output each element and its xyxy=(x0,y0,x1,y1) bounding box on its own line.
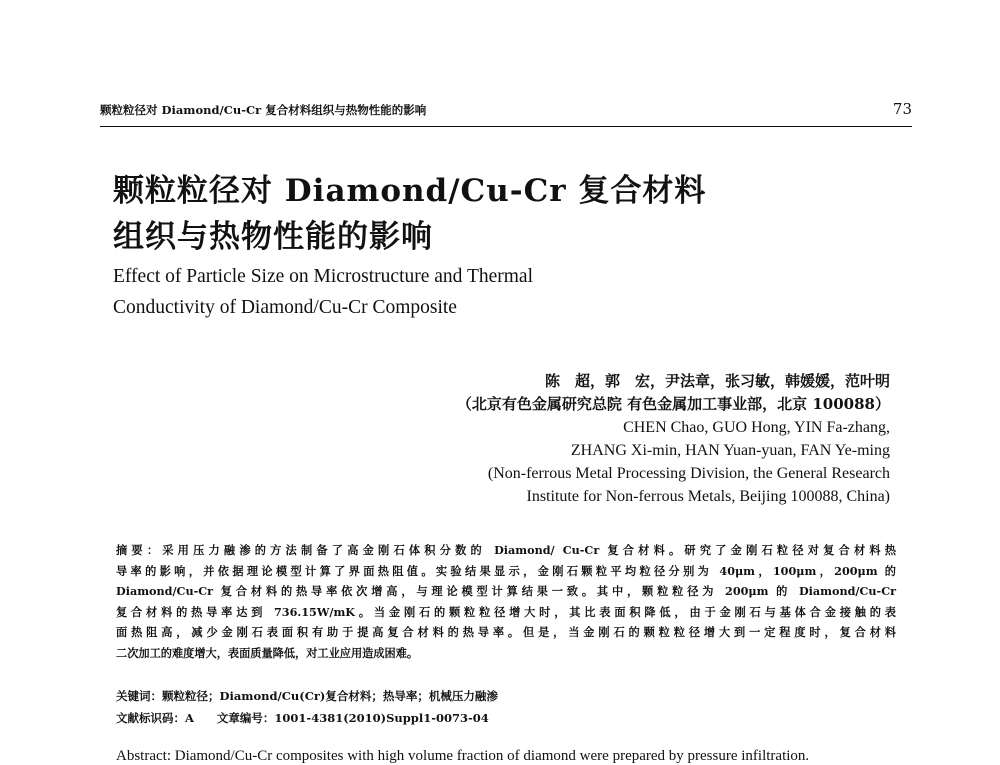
title-zh-line1: 颗粒粒径对 Diamond/Cu-Cr 复合材料 xyxy=(113,173,707,209)
affiliation-zh: （北京有色金属研究总院 有色金属加工事业部，北京 100088） xyxy=(456,395,890,413)
abstract-line: 摘要：采用压力融渗的方法制备了高金刚石体积分数的 Diamond/ Cu-Cr 复合材料。研究了金刚石粒径对复合材料热 xyxy=(116,543,896,557)
page-number: 73 xyxy=(892,100,912,118)
abstract-line: 复合材料的热导率达到 736.15W/mK。当金刚石的颗粒粒径增大时，其比表面积降低，由于金刚石与基体合金接触的表 xyxy=(116,604,896,619)
document-code: 文献标识码：A 文章编号：1001-4381(2010)Suppl1-0073-04 xyxy=(116,711,489,725)
authors-zh: 陈 超，郭 宏，尹法章，张习敏，韩媛媛，范叶明 xyxy=(544,372,890,390)
title-en-line2: Conductivity of Diamond/Cu-Cr Composite xyxy=(113,297,457,318)
abstract-en-start: Abstract: Diamond/Cu-Cr composites with high volume fraction of diamond were prepared by pressure infiltration. xyxy=(116,748,810,764)
running-header xyxy=(100,102,912,122)
title-zh-line2: 组织与热物性能的影响 xyxy=(113,219,433,255)
header-rule xyxy=(100,126,912,127)
abstract-line: 导率的影响，并依据理论模型计算了界面热阻值。实验结果显示，金刚石颗粒平均粒径分别为 40μm，100μm，200μm 的 xyxy=(116,563,896,578)
abstract-line: Diamond/Cu-Cr 复合材料的热导率依次增高，与理论模型计算结果一致。其中，颗粒粒径为 200μm 的 Diamond/Cu-Cr xyxy=(116,584,896,598)
abstract-line: 面热阻高，减少金刚石表面积有助于提高复合材料的热导率。但是，当金刚石的颗粒粒径增大到一定程度时，复合材料 xyxy=(116,625,896,639)
keywords-zh: 关键词：颗粒粒径；Diamond/Cu(Cr)复合材料；热导率；机械压力融渗 xyxy=(116,689,498,703)
title-en-line1: Effect of Particle Size on Microstructure and Thermal xyxy=(113,266,534,287)
affiliation-en-line2: Institute for Non-ferrous Metals, Beijing 100088, China) xyxy=(526,488,890,505)
affiliation-en-line1: (Non-ferrous Metal Processing Division, the General Research xyxy=(487,465,890,482)
authors-en-line2: ZHANG Xi-min, HAN Yuan-yuan, FAN Ye-ming xyxy=(570,442,890,459)
abstract-line: 二次加工的难度增大，表面质量降低，对工业应用造成困难。 xyxy=(116,645,419,660)
authors-en-line1: CHEN Chao, GUO Hong, YIN Fa-zhang, xyxy=(623,419,890,436)
running-title: 颗粒粒径对 Diamond/Cu-Cr 复合材料组织与热物性能的影响 xyxy=(100,103,427,117)
authors-block xyxy=(370,370,890,508)
abstract-zh xyxy=(116,540,896,663)
